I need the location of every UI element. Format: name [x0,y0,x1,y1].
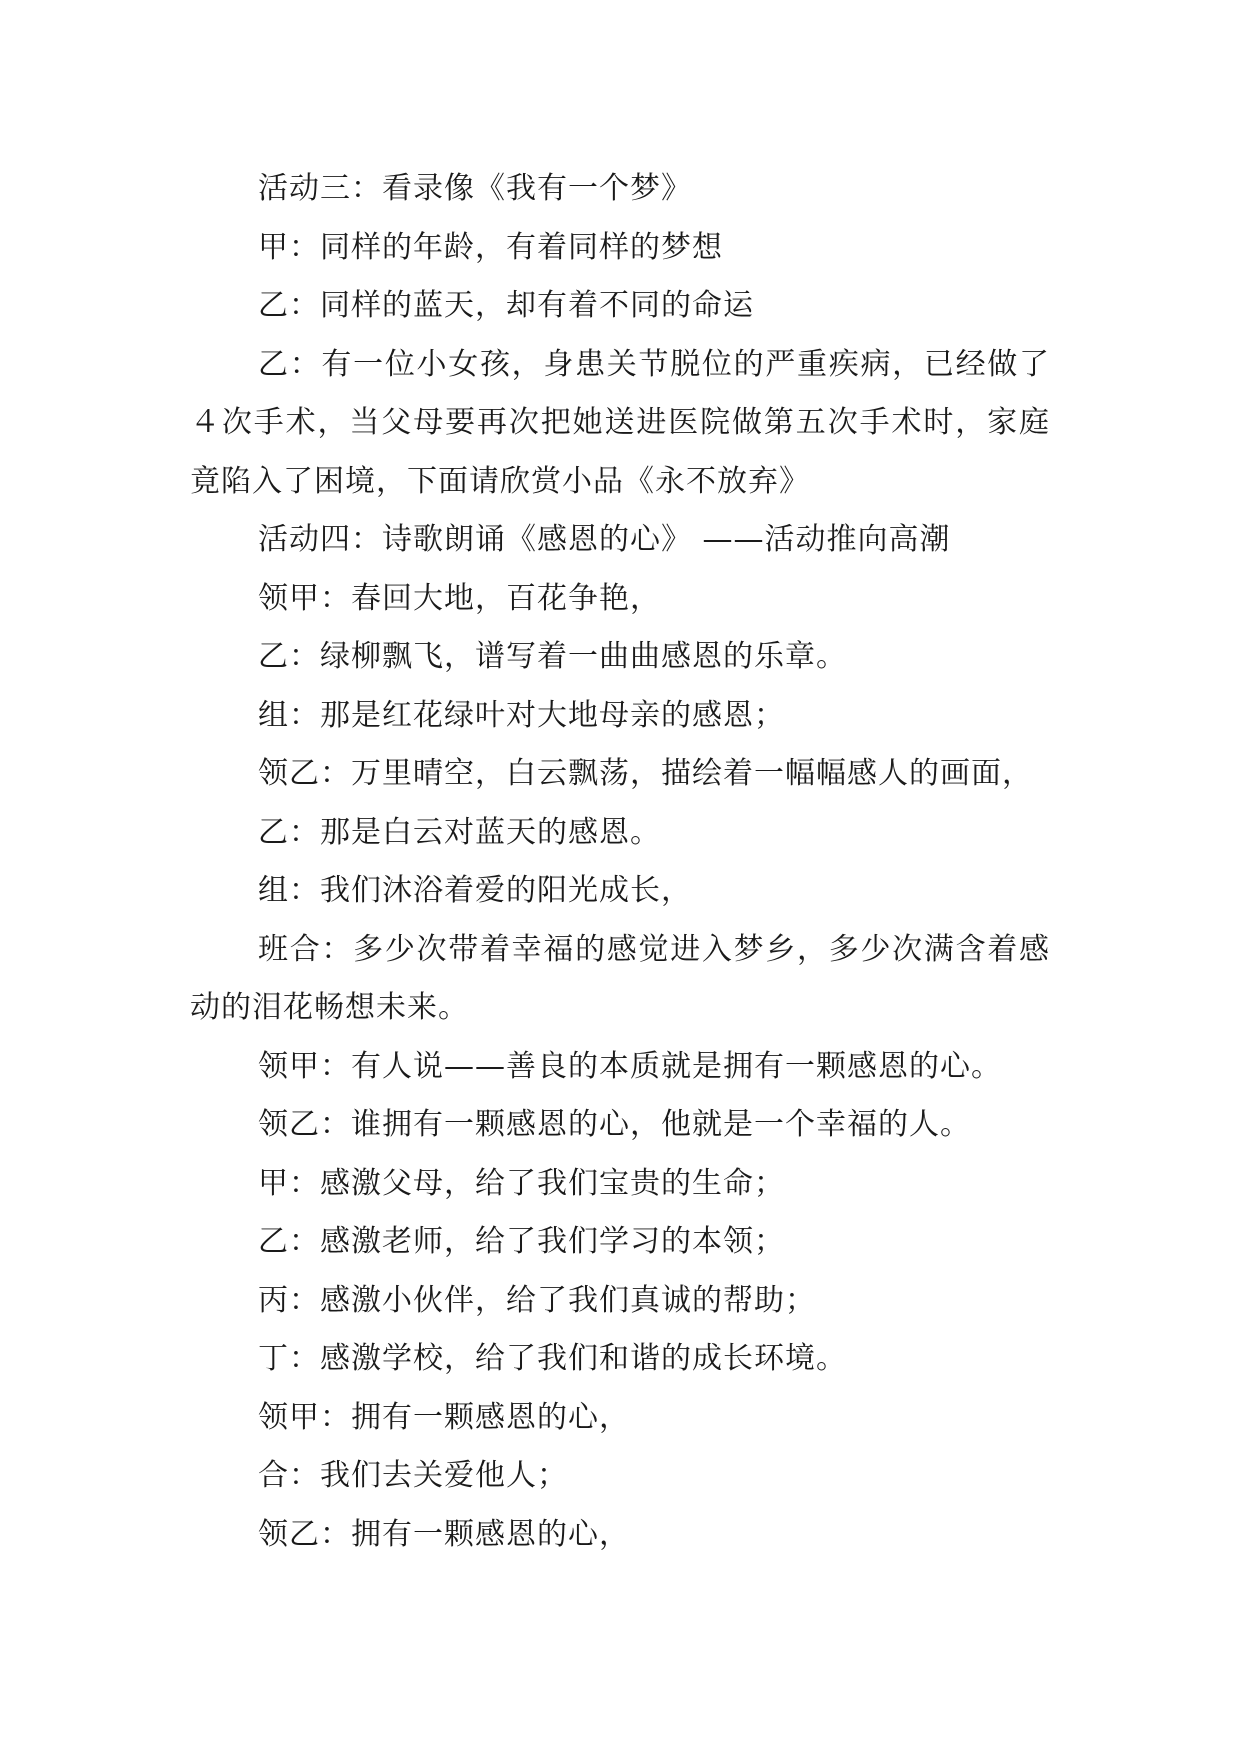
paragraph-line: 领甲：春回大地，百花争艳， [258,580,661,616]
paragraph-line: 领甲：有人说——善良的本质就是拥有一颗感恩的心。 [258,1048,1002,1084]
paragraph-line: 组：那是红花绿叶对大地母亲的感恩； [258,697,785,733]
paragraph-line: 丁：感激学校，给了我们和谐的成长环境。 [258,1341,847,1376]
paragraph-line: 乙：同样的蓝天，却有着不同的命运 [258,288,754,323]
paragraph-line: 乙：绿柳飘飞，谱写着一曲曲感恩的乐章。 [258,639,847,674]
paragraph-line: 领甲：拥有一颗感恩的心， [258,1399,630,1435]
paragraph-line: 领乙：万里晴空，白云飘荡，描绘着一幅幅感人的画面， [258,756,1033,791]
paragraph-line: 乙：那是白云对蓝天的感恩。 [258,814,661,850]
paragraph-line: 乙：感激老师，给了我们学习的本领； [258,1224,785,1259]
paragraph-line: 组：我们沐浴着爱的阳光成长， [258,873,692,908]
paragraph-activity-three: 活动三：看录像《我有一个梦》 [258,171,692,206]
paragraph-line: 领乙：谁拥有一颗感恩的心，他就是一个幸福的人。 [258,1107,971,1142]
paragraph-line: 领乙：拥有一颗感恩的心， [258,1516,630,1552]
paragraph-line: 班合：多少次带着幸福的感觉进入梦乡，多少次满含着感动的泪花畅想未来。 [190,931,1050,1025]
paragraph-line: 乙：有一位小女孩，身患关节脱位的严重疾病，已经做了４次手术，当父母要再次把她送进医院做第五次手术时，家庭竟陷入了困境，下面请欣赏小品《永不放弃》 [190,346,1050,499]
document-body [190,160,1050,1564]
paragraph-activity-four: 活动四：诗歌朗诵《感恩的心》 ——活动推向高潮 [258,522,951,557]
paragraph-line: 丙：感激小伙伴，给了我们真诚的帮助； [258,1282,816,1318]
paragraph-line: 甲：感激父母，给了我们宝贵的生命； [258,1165,785,1201]
paragraph-line: 合：我们去关爱他人； [258,1458,568,1493]
paragraph-line: 甲：同样的年龄，有着同样的梦想 [258,229,723,265]
